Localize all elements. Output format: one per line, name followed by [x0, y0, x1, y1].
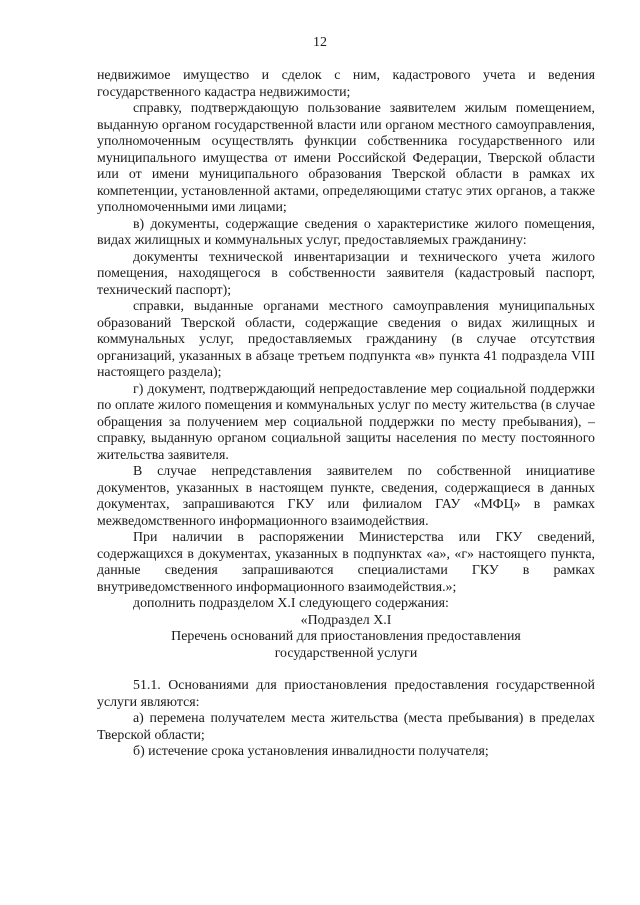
paragraph: В случае непредставления заявителем по собственной инициативе документов, указанных в настоящем пункте, сведения, содержащиеся в данных документах, запрашиваются ГКУ или филиалом ГАУ «МФЦ» в рамках межведомственного информационного взаимодействия.: [97, 464, 595, 529]
paragraph: дополнить подразделом X.I следующего содержания:: [133, 596, 449, 611]
paragraph: б) истечение срока установления инвалидности получателя;: [133, 744, 489, 759]
paragraph: справку, подтверждающую пользование заявителем жилым помещением, выданную органом государственной власти или органом местного самоуправления, уполномоченным осуществлять функции собственника государственного или муниципального имущества от имени Российской Федерации, Тверской области или от имени муниципального образования Тверской области в рамках их компетенции, установленной актами, определяющими статус этих органов, а также уполномоченными ими лицами;: [97, 101, 595, 215]
paragraph: 51.1. Основаниями для приостановления предоставления государственной услуги являются:: [97, 678, 595, 710]
document-body: [97, 68, 595, 761]
paragraph: документы технической инвентаризации и технического учета жилого помещения, находящегося в собственности заявителя (кадастровый паспорт, технический паспорт);: [97, 249, 595, 298]
paragraph: справки, выданные органами местного самоуправления муниципальных образований Тверской области, содержащие сведения о видах жилищных и коммунальных услуг, предоставляемых гражданину (в случае отсутствия организаций, указанных в абзаце третьем подпункта «в» пункта 41 подраздела VIII настоящего раздела);: [97, 299, 595, 380]
subsection-heading: «Подраздел X.I: [300, 612, 392, 628]
paragraph: в) документы, содержащие сведения о характеристике жилого помещения, видах жилищных и коммунальных услуг, предоставляемых гражданину:: [97, 216, 595, 248]
page-number: 12: [313, 35, 327, 50]
paragraph: При наличии в распоряжении Министерства или ГКУ сведений, содержащихся в документах, указанных в подпунктах «а», «г» настоящего пункта, данные сведения запрашиваются специалистами ГКУ в рамках внутриведомственного информационного взаимодействия.»;: [97, 530, 595, 595]
paragraph: г) документ, подтверждающий непредоставление мер социальной поддержки по оплате жилого помещения и коммунальных услуг по месту жительства (в случае обращения за получением мер социальной поддержки по месту пребывания), – справку, выданную органом социальной защиты населения по месту постоянного жительства заявителя.: [97, 381, 595, 463]
subsection-title-line-1: Перечень оснований для приостановления предоставления: [171, 629, 521, 644]
spacer: [97, 662, 595, 678]
paragraph: недвижимое имущество и сделок с ним, кадастрового учета и ведения государственного кадастра недвижимости;: [97, 68, 595, 100]
paragraph: а) перемена получателем места жительства (места пребывания) в пределах Тверской области;: [97, 711, 595, 743]
subsection-title-line-2: государственной услуги: [274, 645, 418, 661]
